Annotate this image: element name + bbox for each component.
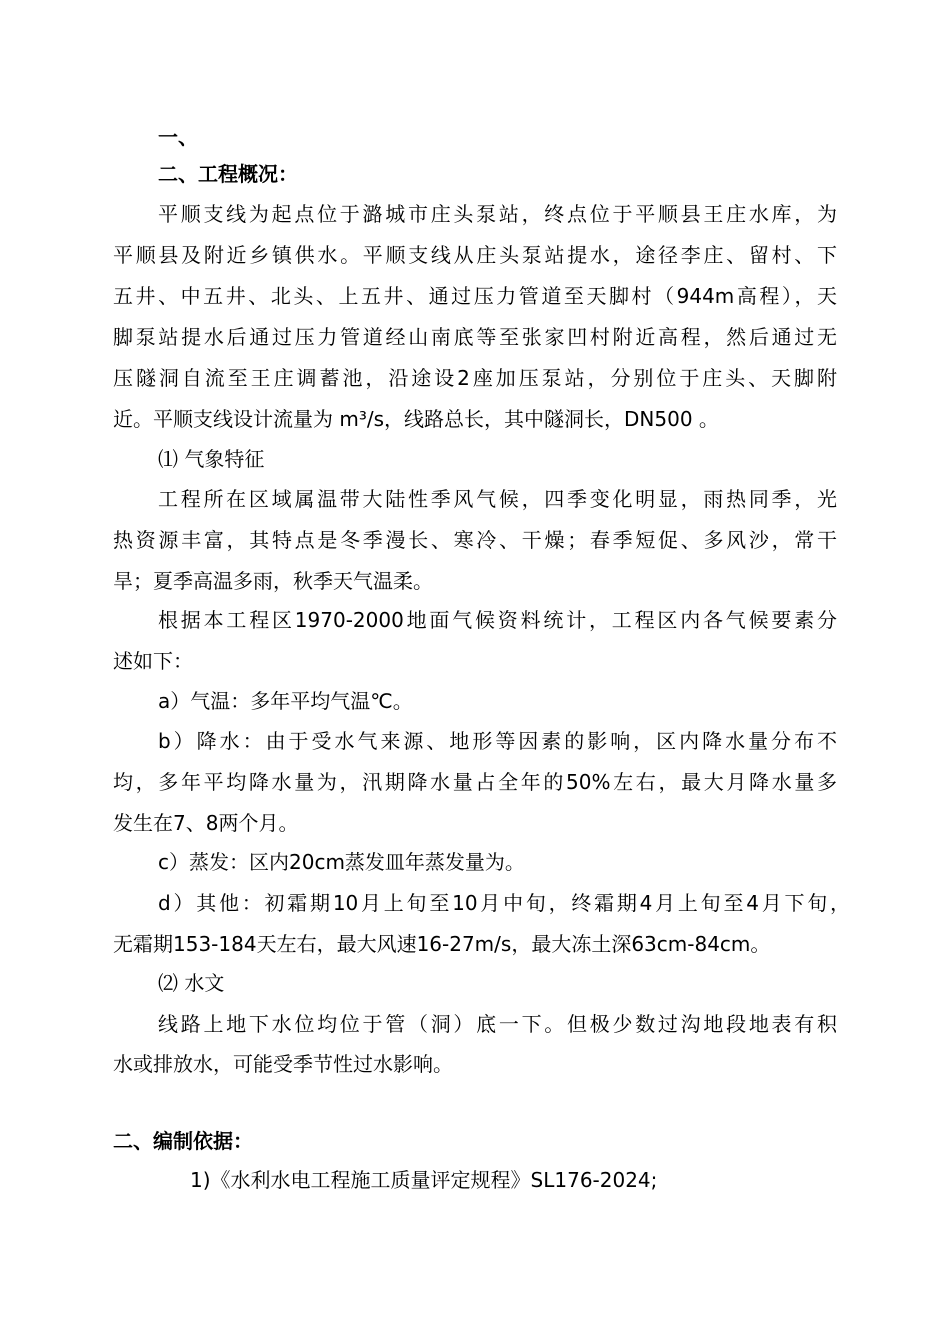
stats-line-2: 述如下： <box>113 649 193 673</box>
basis-item-1: 1)《水利水电工程施工质量评定规程》SL176-2024; <box>190 1168 658 1192</box>
item-b-line-1: b）降水：由于受水气来源、地形等因素的影响，区内降水量分布不 <box>158 729 837 753</box>
overview-line-2: 平顺县及附近乡镇供水。平顺支线从庄头泵站提水，途径李庄、留村、下 <box>113 243 837 267</box>
overview-line-6: 近。平顺支线设计流量为 m³/s，线路总长，其中隧洞长，DN500 。 <box>113 407 719 431</box>
item-d-line-2: 无霜期153-184天左右，最大风速16-27m/s，最大冻土深63cm-84cm。 <box>113 932 771 956</box>
heading-basis: 二、编制依据： <box>113 1129 253 1153</box>
subheading-hydrology: ⑵ 水文 <box>158 971 225 995</box>
climate-line-1: 工程所在区域属温带大陆性季风气候，四季变化明显，雨热同季，光 <box>158 487 837 511</box>
overview-line-4: 脚泵站提水后通过压力管道经山南底等至张家凹村附近高程，然后通过无 <box>113 325 837 349</box>
heading-one: 一、 <box>158 125 198 149</box>
hydro-line-1: 线路上地下水位均位于管（洞）底一下。但极少数过沟地段地表有积 <box>158 1012 837 1036</box>
heading-overview: 二、工程概况： <box>158 162 298 186</box>
subheading-climate: ⑴ 气象特征 <box>158 447 265 471</box>
climate-line-2: 热资源丰富，其特点是冬季漫长、寒冷、干燥；春季短促、多风沙，常干 <box>113 528 837 552</box>
overview-line-3: 五井、中五井、北头、上五井、通过压力管道至天脚村（944m高程），天 <box>113 284 837 308</box>
item-a-temperature: a）气温：多年平均气温℃。 <box>158 689 413 713</box>
hydro-line-2: 水或排放水，可能受季节性过水影响。 <box>113 1052 453 1076</box>
item-d-line-1: d）其他：初霜期10月上旬至10月中旬，终霜期4月上旬至4月下旬， <box>158 891 850 915</box>
item-b-line-2: 均，多年平均降水量为，汛期降水量占全年的50%左右，最大月降水量多 <box>113 770 837 794</box>
item-b-line-3: 发生在7、8两个月。 <box>113 811 299 835</box>
item-c-evaporation: c）蒸发：区内20cm蒸发皿年蒸发量为。 <box>158 850 525 874</box>
stats-line-1: 根据本工程区1970-2000地面气候资料统计，工程区内各气候要素分 <box>158 608 837 632</box>
overview-line-5: 压隧洞自流至王庄调蓄池，沿途设2座加压泵站，分别位于庄头、天脚附 <box>113 366 837 390</box>
overview-line-1: 平顺支线为起点位于潞城市庄头泵站，终点位于平顺县王庄水库，为 <box>158 202 837 226</box>
climate-line-3: 旱；夏季高温多雨，秋季天气温柔。 <box>113 569 433 593</box>
